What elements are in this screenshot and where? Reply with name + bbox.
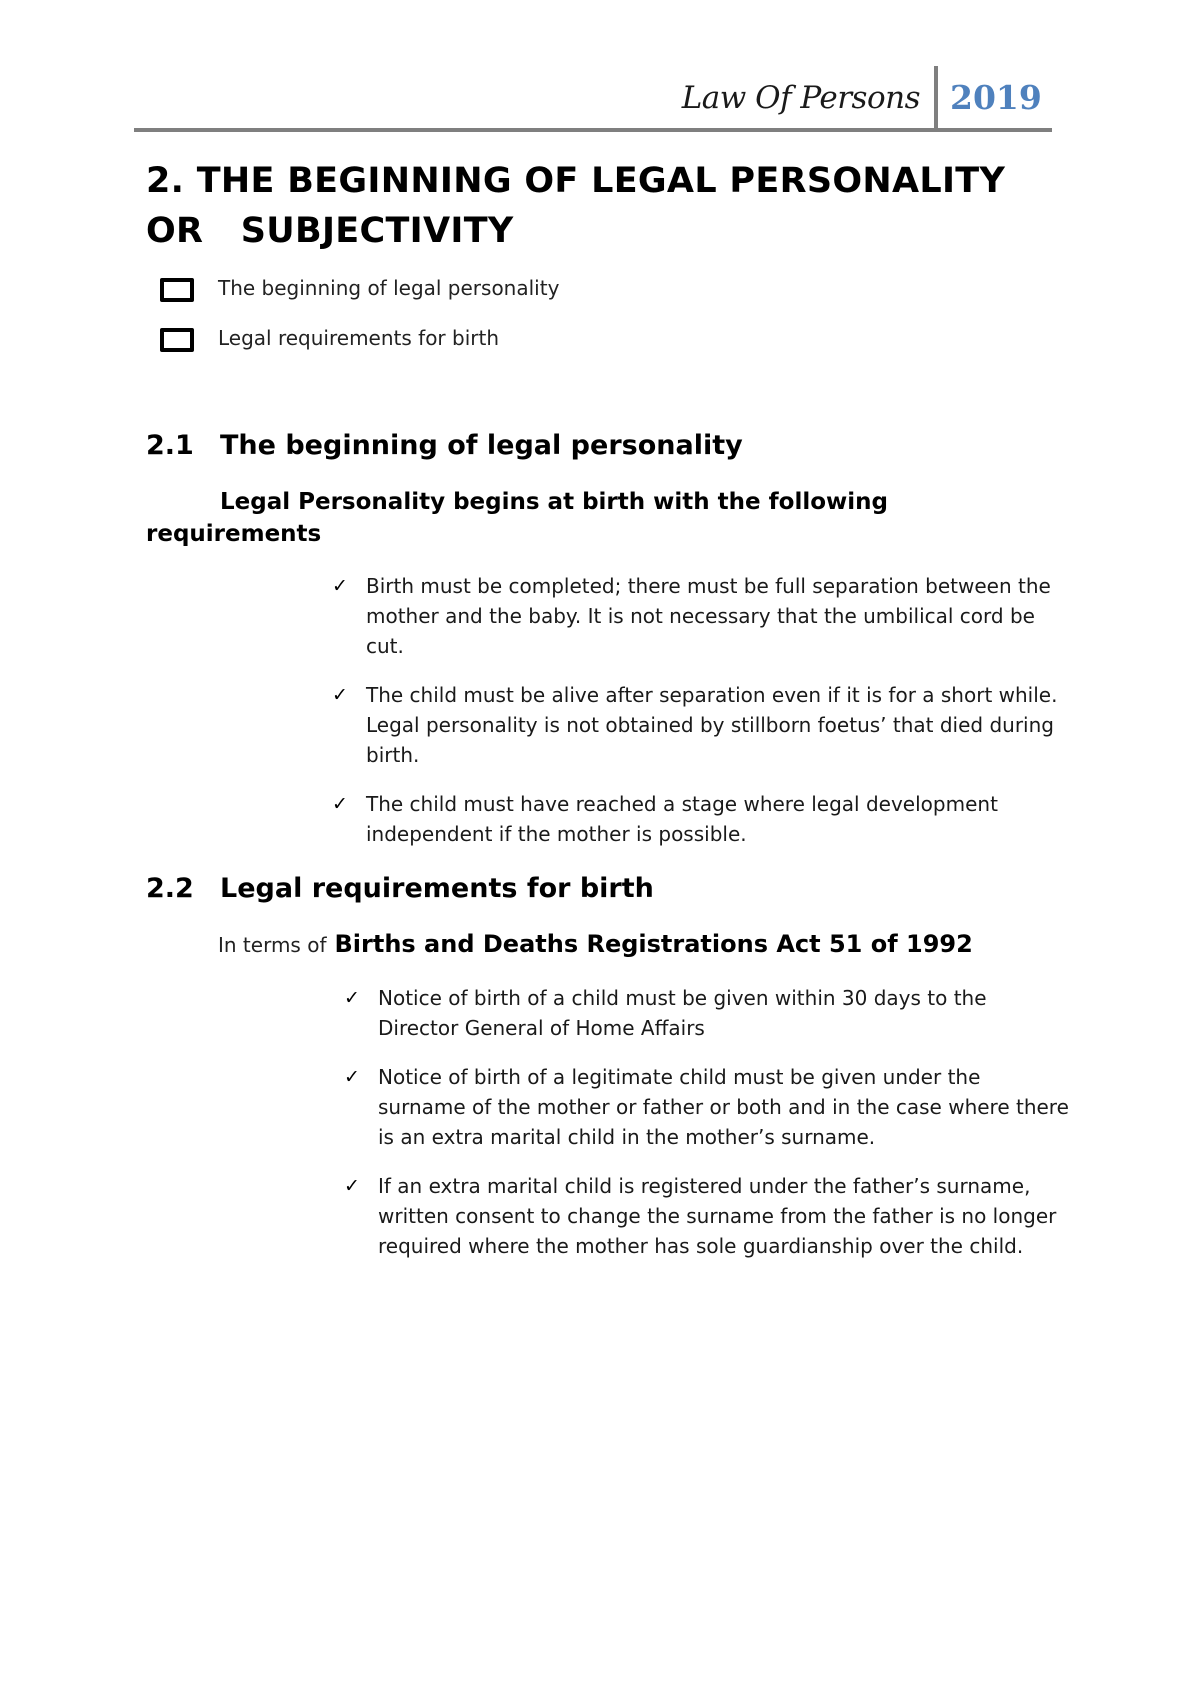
act-intro: In terms of bbox=[218, 933, 327, 957]
checkbox-icon bbox=[160, 328, 194, 352]
chapter-title bbox=[146, 156, 1066, 256]
list-item-text: Birth must be completed; there must be full separation between the mother and the baby. It is not necessary that the umbilical cord be cut. bbox=[366, 574, 1051, 658]
section-heading-2-1 bbox=[146, 430, 743, 461]
list-item-text: Notice of birth of a child must be given within 30 days to the Director General of Home Affairs bbox=[378, 986, 987, 1040]
section-number: 2.2 bbox=[146, 873, 194, 904]
header-rule bbox=[134, 128, 1052, 132]
list-item-text: If an extra marital child is registered under the father’s surname, written consent to change the surname from the father is no longer required where the mother has sole guardianship over the child. bbox=[378, 1174, 1057, 1258]
registration-list bbox=[342, 983, 1072, 1280]
section-lead: Legal Personality begins at birth with the following requirements bbox=[146, 489, 888, 547]
chapter-title-line2: OR SUBJECTIVITY bbox=[146, 211, 514, 251]
checkbox-icon bbox=[160, 278, 194, 302]
list-item bbox=[342, 1171, 1072, 1261]
chapter-title-line1: 2. THE BEGINNING OF LEGAL PERSONALITY bbox=[146, 161, 1006, 201]
act-name: Births and Deaths Registrations Act 51 of 1992 bbox=[334, 930, 973, 958]
checkmark-icon: ✓ bbox=[344, 1175, 360, 1197]
list-item bbox=[330, 571, 1070, 661]
checkmark-icon: ✓ bbox=[344, 1066, 360, 1088]
checkmark-icon: ✓ bbox=[332, 684, 348, 706]
requirements-list bbox=[330, 571, 1070, 868]
checkmark-icon: ✓ bbox=[332, 575, 348, 597]
act-reference bbox=[218, 930, 973, 958]
header-year: 2019 bbox=[950, 78, 1042, 117]
contents-item-label: The beginning of legal personality bbox=[218, 276, 560, 300]
list-item-text: Notice of birth of a legitimate child must be given under the surname of the mother or father or both and in the case where there is an extra marital child in the mother’s surname. bbox=[378, 1065, 1069, 1149]
section-heading-text: The beginning of legal personality bbox=[220, 430, 743, 461]
section-number: 2.1 bbox=[146, 430, 194, 461]
list-item bbox=[342, 983, 1072, 1043]
list-item bbox=[342, 1062, 1072, 1152]
list-item-text: The child must have reached a stage where legal development independent if the mother is possible. bbox=[366, 792, 998, 846]
list-item-text: The child must be alive after separation even if it is for a short while. Legal personality is not obtained by stillborn foetus’ that died during birth. bbox=[366, 683, 1058, 767]
section-heading-2-2 bbox=[146, 873, 654, 904]
list-item bbox=[330, 789, 1070, 849]
section-heading-text: Legal requirements for birth bbox=[220, 873, 654, 904]
checkmark-icon: ✓ bbox=[344, 987, 360, 1009]
header-title: Law Of Persons bbox=[681, 80, 920, 116]
header-divider bbox=[934, 66, 938, 130]
page-header bbox=[134, 66, 1052, 132]
contents-item-label: Legal requirements for birth bbox=[218, 326, 499, 350]
checkmark-icon: ✓ bbox=[332, 793, 348, 815]
list-item bbox=[330, 680, 1070, 770]
